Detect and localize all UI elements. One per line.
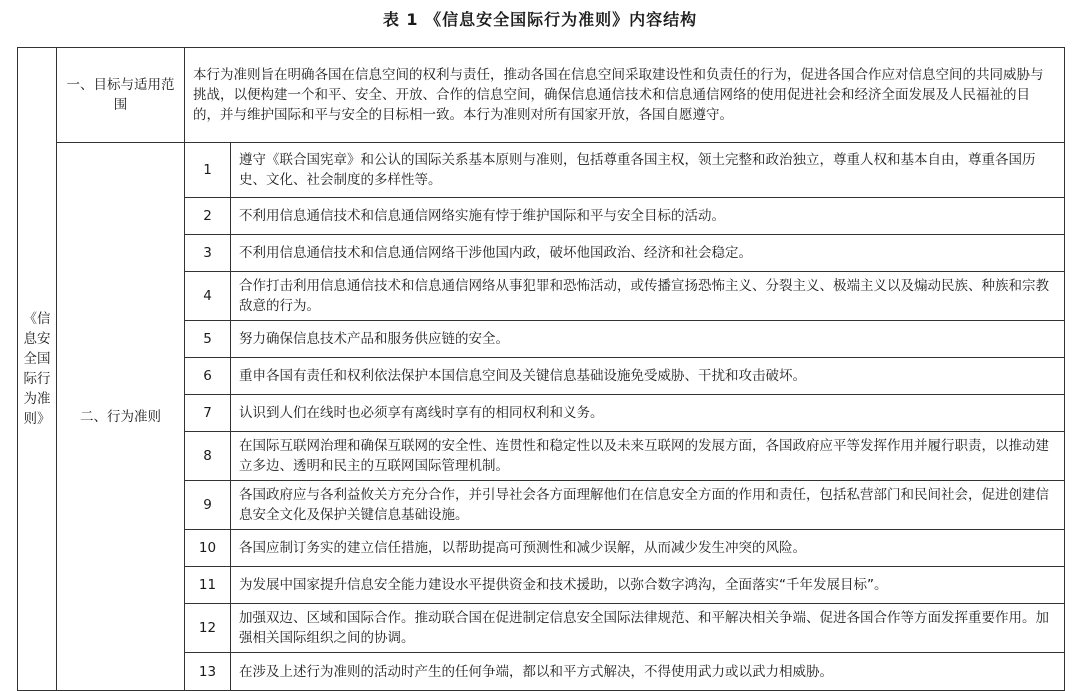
content-structure-table xyxy=(17,47,1065,691)
item-number: 5 xyxy=(185,321,231,358)
item-text: 不利用信息通信技术和信息通信网络实施有悖于维护国际和平与安全目标的活动。 xyxy=(231,198,1065,235)
item-text: 遵守《联合国宪章》和公认的国际关系基本原则与准则，包括尊重各国主权，领土完整和政治独立，尊重人权和基本自由，尊重各国历史、文化、社会制度的多样性等。 xyxy=(231,143,1065,198)
table-row xyxy=(18,48,1065,143)
item-text: 各国应制订务实的建立信任措施，以帮助提高可预测性和减少误解，从而减少发生冲突的风险。 xyxy=(231,530,1065,567)
item-text: 重申各国有责任和权利依法保护本国信息空间及关键信息基础设施免受威胁、干扰和攻击破坏。 xyxy=(231,358,1065,395)
item-number: 11 xyxy=(185,567,231,604)
section-text-goal: 本行为准则旨在明确各国在信息空间的权利与责任，推动各国在信息空间采取建设性和负责任的行为，促进各国合作应对信息空间的共同威胁与挑战，以便构建一个和平、安全、开放、合作的信息空间，确保信息通信技术和信息通信网络的使用促进社会和经济全面发展及人民福祉的目的，并与维护国际和平与安全的目标相一致。本行为准则对所有国家开放，各国自愿遵守。 xyxy=(185,48,1065,143)
item-number: 12 xyxy=(185,604,231,653)
item-text: 不利用信息通信技术和信息通信网络干涉他国内政，破坏他国政治、经济和社会稳定。 xyxy=(231,235,1065,272)
item-number: 4 xyxy=(185,272,231,321)
item-text: 在涉及上述行为准则的活动时产生的任何争端，都以和平方式解决，不得使用武力或以武力相威胁。 xyxy=(231,653,1065,691)
item-text: 各国政府应与各利益攸关方充分合作，并引导社会各方面理解他们在信息安全方面的作用和责任，包括私营部门和民间社会，促进创建信息安全文化及保护关键信息基础设施。 xyxy=(231,481,1065,530)
table-row xyxy=(18,143,1065,198)
item-text: 认识到人们在线时也必须享有离线时享有的相同权利和义务。 xyxy=(231,395,1065,432)
item-text: 加强双边、区域和国际合作。推动联合国在促进制定信息安全国际法律规范、和平解决相关争端、促进各国合作等方面发挥重要作用。加强相关国际组织之间的协调。 xyxy=(231,604,1065,653)
item-number: 2 xyxy=(185,198,231,235)
item-number: 1 xyxy=(185,143,231,198)
item-number: 7 xyxy=(185,395,231,432)
document-name: 《信息安全国际行为准则》 xyxy=(23,311,51,427)
section-label-cell xyxy=(57,143,185,691)
item-text: 努力确保信息技术产品和服务供应链的安全。 xyxy=(231,321,1065,358)
item-number: 8 xyxy=(185,432,231,481)
item-number: 9 xyxy=(185,481,231,530)
item-text: 为发展中国家提升信息安全能力建设水平提供资金和技术援助，以弥合数字鸿沟，全面落实“千年发展目标”。 xyxy=(231,567,1065,604)
table-title: 表 1 《信息安全国际行为准则》内容结构 xyxy=(382,10,698,29)
item-number: 6 xyxy=(185,358,231,395)
item-number: 3 xyxy=(185,235,231,272)
item-number: 13 xyxy=(185,653,231,691)
section-label-cell xyxy=(57,48,185,143)
section-label-conduct: 二、行为准则 xyxy=(80,408,161,425)
document-name-cell xyxy=(18,48,57,691)
section-label-goal: 一、目标与适用范围 xyxy=(66,77,175,113)
item-number: 10 xyxy=(185,530,231,567)
item-text: 合作打击利用信息通信技术和信息通信网络从事犯罪和恐怖活动，或传播宣扬恐怖主义、分裂主义、极端主义以及煽动民族、种族和宗教敌意的行为。 xyxy=(231,272,1065,321)
item-text: 在国际互联网治理和确保互联网的安全性、连贯性和稳定性以及未来互联网的发展方面，各国政府应平等发挥作用并履行职责，以推动建立多边、透明和民主的互联网国际管理机制。 xyxy=(231,432,1065,481)
